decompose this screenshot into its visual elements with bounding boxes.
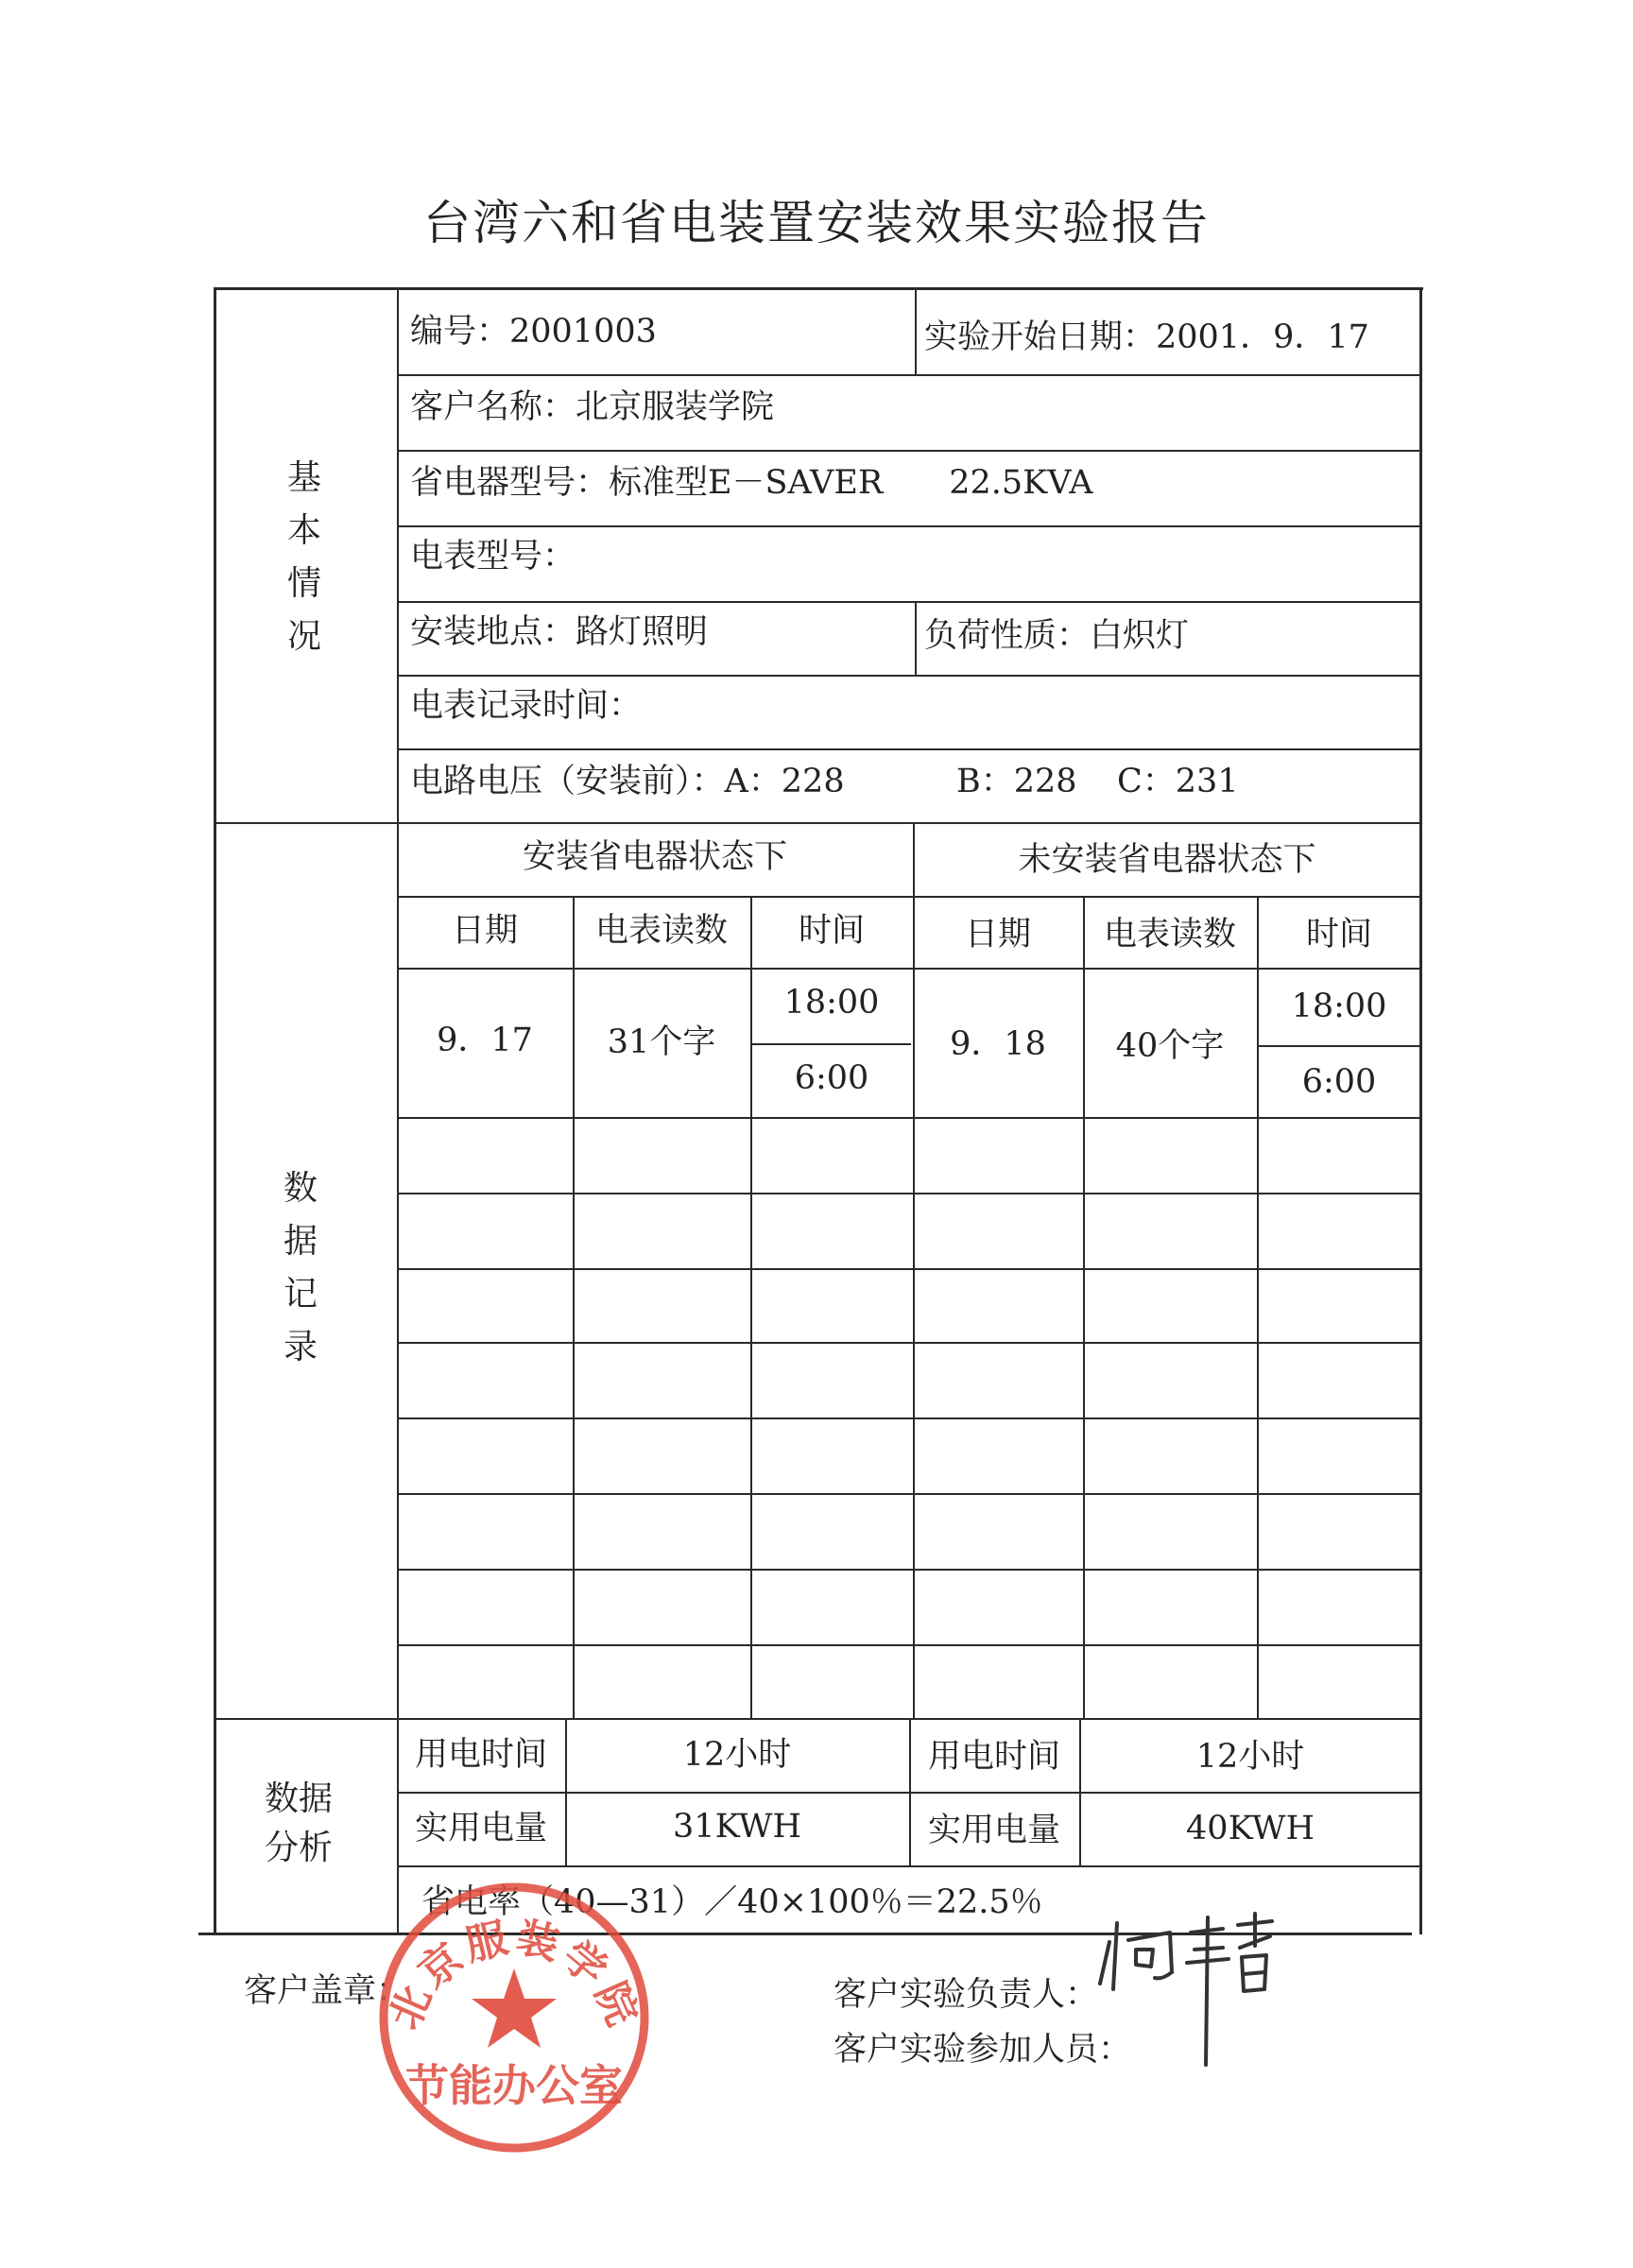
records-row-line xyxy=(397,896,1421,898)
records-col-line xyxy=(913,822,915,1719)
label-column-divider xyxy=(397,287,399,1934)
basic-section-char: 情 xyxy=(286,564,321,603)
official-stamp xyxy=(372,1876,656,2159)
saver-model: 省电器型号：标准型E－SAVER 22.5KVA xyxy=(410,464,1093,502)
basic-row-line xyxy=(397,601,1421,603)
basic-row-line xyxy=(397,748,1421,750)
uninstalled-header: 未安装省电器状态下 xyxy=(1018,841,1316,879)
voltage-b: B：228 xyxy=(956,763,1077,800)
records-col-line xyxy=(573,896,575,1719)
section-divider-records xyxy=(214,1718,1421,1720)
records-row-line xyxy=(397,1418,1421,1419)
usage-time-label: 用电时间 xyxy=(927,1738,1060,1776)
basic-row-line xyxy=(397,374,1421,376)
records-row-line xyxy=(397,968,1421,970)
responsible-person-label: 客户实验负责人： xyxy=(834,1976,1099,2014)
records-row-line xyxy=(397,1268,1421,1270)
voltage-c: C：231 xyxy=(1117,763,1239,800)
participants-label: 客户实验参加人员： xyxy=(834,2031,1132,2069)
col-header-time: 时间 xyxy=(798,912,865,950)
records-row-line xyxy=(397,1493,1421,1495)
voltage-a: 电路电压（安装前）：A：228 xyxy=(410,763,845,800)
installed-date: 9．17 xyxy=(437,1022,533,1059)
customer-stamp-label: 客户盖章： xyxy=(244,1972,410,2010)
records-row-line xyxy=(397,1569,1421,1571)
report-number: 编号：2001003 xyxy=(410,313,657,351)
install-location: 安装地点：路灯照明 xyxy=(410,613,709,651)
records-time-split xyxy=(750,1043,911,1045)
installed-header: 安装省电器状态下 xyxy=(522,838,787,876)
saving-rate: 省电率（40—31）／40×100％＝22.5％ xyxy=(421,1883,1043,1921)
basic-section-label xyxy=(276,452,333,663)
table-border-left xyxy=(214,287,216,1934)
actual-power-label: 实用电量 xyxy=(414,1810,547,1847)
col-header-reading: 电表读数 xyxy=(594,912,728,950)
svg-text:节能办公室: 节能办公室 xyxy=(405,2060,623,2111)
basic-row-line xyxy=(397,525,1421,527)
analysis-section-label xyxy=(251,1775,346,1873)
start-date: 实验开始日期：2001．9．17 xyxy=(924,318,1369,356)
report-title: 台湾六和省电装置安装效果实验报告 xyxy=(423,196,1210,250)
basic-section-char: 基 xyxy=(286,458,321,497)
installed-power: 31KWH xyxy=(673,1808,801,1846)
basic-row-line xyxy=(397,675,1421,677)
records-row-line xyxy=(397,1644,1421,1646)
analysis-section-char: 分析 xyxy=(264,1829,333,1867)
actual-power-label: 实用电量 xyxy=(927,1812,1060,1849)
records-row-line xyxy=(397,1117,1421,1119)
records-section-char: 据 xyxy=(283,1222,318,1261)
records-section-char: 录 xyxy=(283,1328,318,1366)
load-type: 负荷性质：白炽灯 xyxy=(924,617,1190,655)
basic-section-char: 本 xyxy=(286,511,321,550)
uninstalled-usage-time: 12小时 xyxy=(1195,1738,1305,1776)
basic-split-line xyxy=(915,601,917,676)
records-row-line xyxy=(397,1342,1421,1344)
uninstalled-time-start: 18:00 xyxy=(1291,988,1387,1025)
svg-text:北京服装学院: 北京服装学院 xyxy=(380,1913,648,2036)
installed-time-end: 6:00 xyxy=(794,1059,869,1097)
uninstalled-reading: 40个字 xyxy=(1115,1027,1225,1065)
meter-model: 电表型号： xyxy=(410,538,576,576)
col-header-date: 日期 xyxy=(451,912,518,950)
uninstalled-date: 9．18 xyxy=(950,1025,1046,1063)
records-section-char: 数 xyxy=(283,1169,318,1208)
records-time-split xyxy=(1257,1045,1421,1047)
handwritten-signature xyxy=(1096,1904,1285,2074)
section-divider-basic xyxy=(214,822,1421,824)
meter-record-time: 电表记录时间： xyxy=(410,687,643,725)
basic-split-line xyxy=(915,287,917,375)
installed-usage-time: 12小时 xyxy=(682,1736,792,1774)
records-row-line xyxy=(397,1193,1421,1194)
uninstalled-time-end: 6:00 xyxy=(1301,1063,1377,1101)
records-section-label xyxy=(272,1162,329,1374)
col-header-time: 时间 xyxy=(1305,916,1372,954)
table-border-right xyxy=(1419,287,1422,1934)
analysis-section-char: 数据 xyxy=(264,1779,333,1818)
records-col-line xyxy=(1083,896,1085,1719)
usage-time-label: 用电时间 xyxy=(414,1736,547,1774)
installed-time-start: 18:00 xyxy=(783,984,880,1022)
stamp-star-icon xyxy=(472,1968,557,2048)
col-header-date: 日期 xyxy=(964,916,1031,954)
installed-reading: 31个字 xyxy=(607,1023,716,1061)
basic-row-line xyxy=(397,450,1421,452)
basic-section-char: 况 xyxy=(286,617,321,656)
col-header-reading: 电表读数 xyxy=(1103,916,1236,954)
customer-name: 客户名称：北京服装学院 xyxy=(410,388,775,426)
records-section-char: 记 xyxy=(283,1275,318,1314)
uninstalled-power: 40KWH xyxy=(1186,1810,1315,1847)
table-border-top xyxy=(214,287,1423,290)
